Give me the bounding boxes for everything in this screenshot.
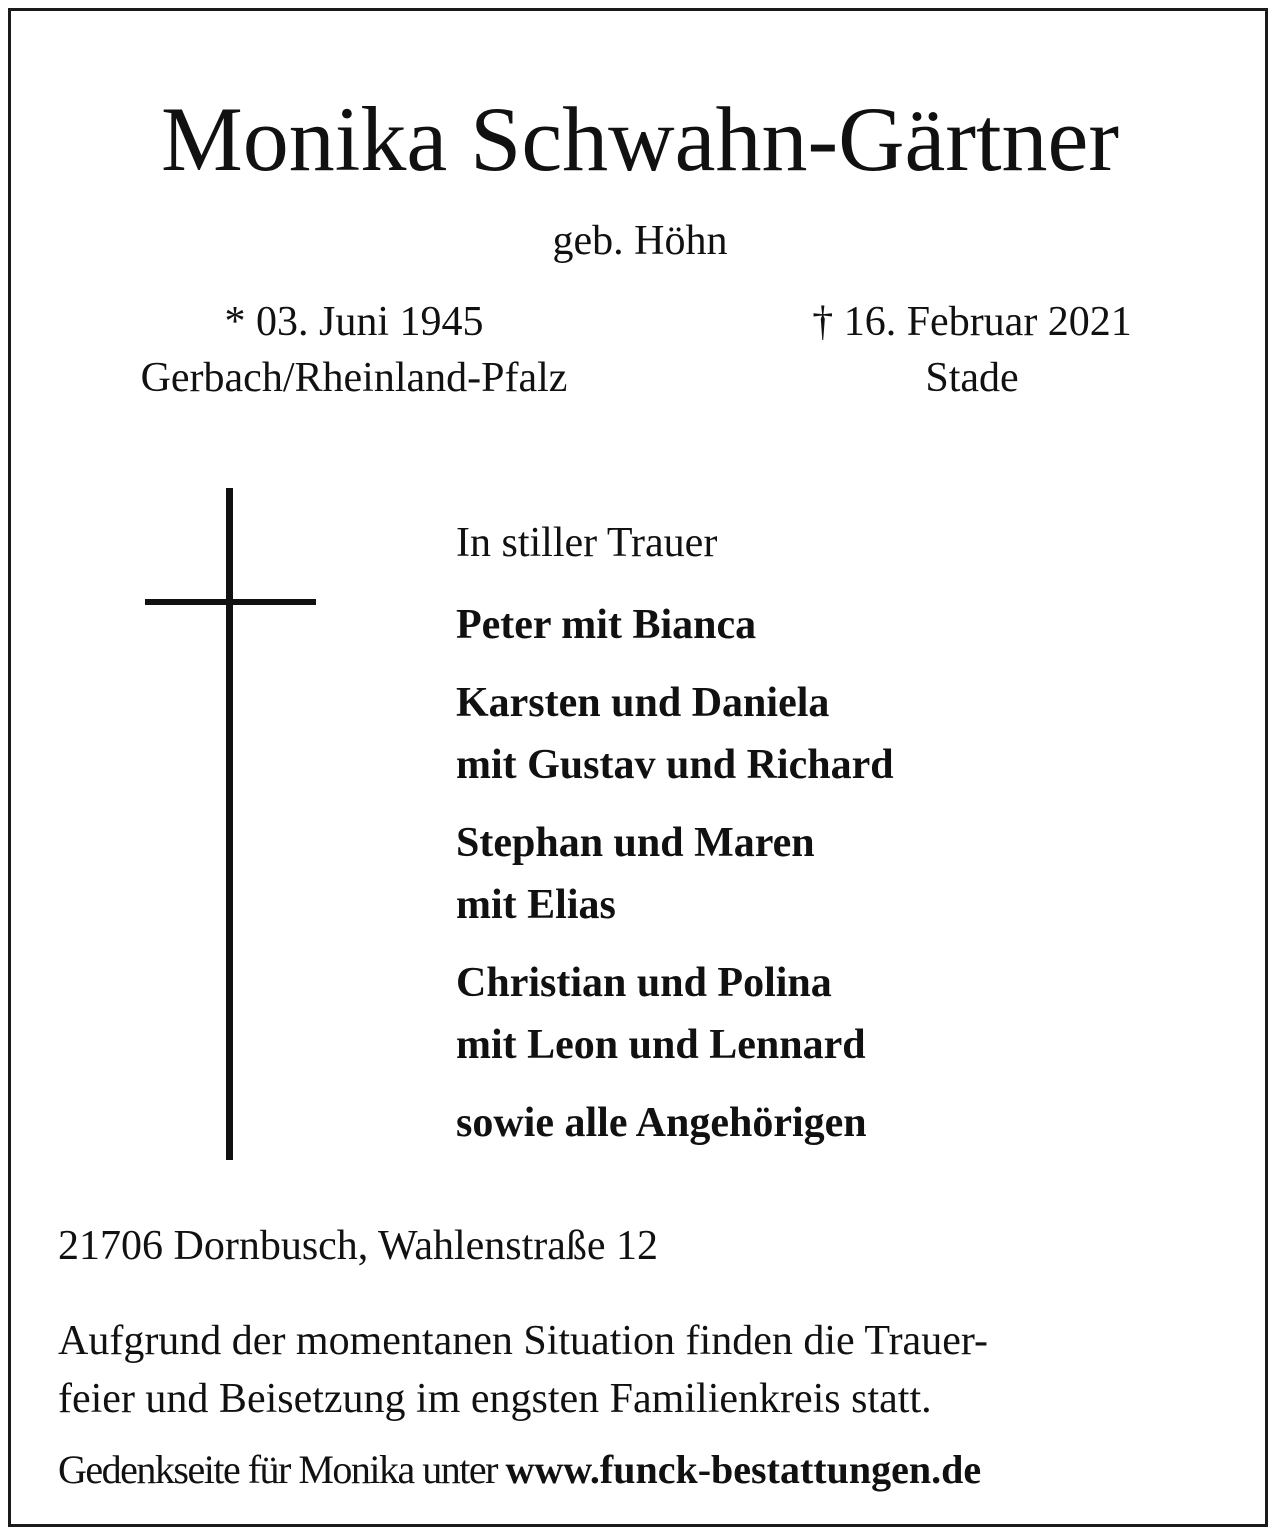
notice-line: feier und Beisetzung im engsten Familienkreis statt. xyxy=(58,1376,932,1422)
death-place: Stade xyxy=(925,355,1019,401)
mourner-group xyxy=(456,952,894,1076)
birth-date: * 03. Juni 1945 xyxy=(224,299,484,345)
mourning-intro: In stiller Trauer xyxy=(456,520,718,566)
mourner-group xyxy=(456,594,894,656)
memorial-link[interactable]: www.funck-bestattungen.de xyxy=(505,1447,982,1492)
mourner-line: Karsten und Daniela xyxy=(456,680,830,726)
mourner-line: Stephan und Maren xyxy=(456,820,815,866)
memorial-text: Gedenkseite für Monika unter xyxy=(58,1447,506,1492)
mourner-line: Peter mit Bianca xyxy=(456,602,757,648)
death-info xyxy=(760,294,1184,406)
mourner-group xyxy=(456,672,894,796)
mourner-line: mit Elias xyxy=(456,882,616,928)
maiden-name: geb. Höhn xyxy=(552,218,728,264)
mourner-line: mit Gustav und Richard xyxy=(456,742,894,788)
mourner-line: mit Leon und Lennard xyxy=(456,1022,866,1068)
deceased-name: Monika Schwahn-Gärtner xyxy=(160,88,1120,190)
birth-info xyxy=(100,294,608,406)
cross-vertical-bar xyxy=(226,488,233,1160)
memorial-footer xyxy=(58,1442,981,1498)
mourner-line: Christian und Polina xyxy=(456,960,832,1006)
mourner-group xyxy=(456,812,894,936)
death-date: † 16. Februar 2021 xyxy=(812,299,1132,345)
mourners-block xyxy=(456,518,894,1170)
mourner-group xyxy=(456,1092,894,1154)
birth-place: Gerbach/Rheinland-Pfalz xyxy=(140,355,568,401)
mourner-line: sowie alle Angehörigen xyxy=(456,1100,867,1146)
notice-line: Aufgrund der momentanen Situation finden die Trauer- xyxy=(58,1318,988,1364)
family-address: 21706 Dornbusch, Wahlenstraße 12 xyxy=(58,1223,659,1269)
cross-horizontal-bar xyxy=(145,599,316,605)
funeral-notice xyxy=(58,1312,988,1428)
